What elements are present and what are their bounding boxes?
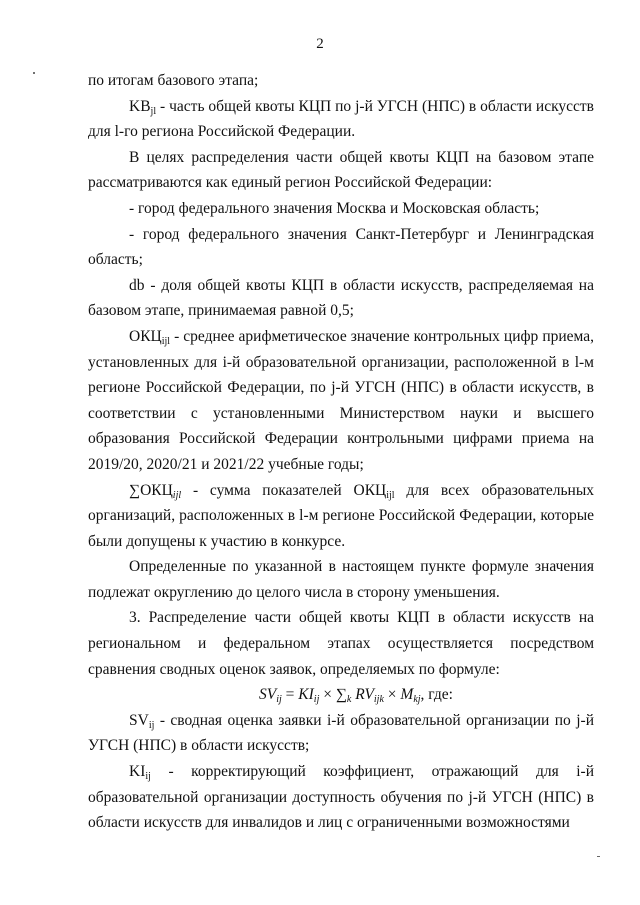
sum-symbol: ∑ — [129, 481, 141, 499]
formula-operator: × — [383, 686, 401, 704]
document-body — [88, 68, 594, 836]
variable-subscript: ij — [145, 771, 151, 783]
list-item: - город федерального значения Москва и Московская область; — [129, 199, 540, 217]
sum-symbol: ∑ — [335, 686, 347, 704]
scan-speck — [33, 72, 35, 74]
variable-subscript: ijl — [161, 335, 171, 347]
definition-text: - сводная оценка заявки i-й образовательной организации по j-й УГСН (НПС) в области искусств; — [88, 711, 594, 755]
definition-text: - корректирующий коэффициент, отражающий для i-й образовательной организации доступность обучения по j-й УГСН (НПС) в области искусств для инвалидов и лиц с ограниченными возможностями — [88, 763, 594, 832]
paragraph: по итогам базового этапа; — [88, 72, 259, 89]
definition-text: для всех образовательных организаций, расположенных в l-м регионе Российской Федерации, которые были допущены к участию в конкурсе. — [88, 481, 595, 550]
formula-subscript: ij — [313, 694, 320, 706]
paragraph-okc-sum-definition — [88, 478, 594, 555]
paragraph-kb-definition — [88, 94, 594, 145]
variable-subscript: ij — [148, 719, 155, 731]
definition-text: - часть общей квоты КЦП по j-й УГСН (НПС) в области искусств для l-го региона Российской Федерации. — [88, 97, 594, 141]
formula-term: RV — [351, 686, 374, 704]
formula — [88, 682, 594, 708]
formula-term: SV — [259, 686, 277, 704]
variable-symbol: ОКЦ — [140, 481, 173, 499]
formula-tail: , где: — [420, 686, 453, 704]
variable-subscript: ijl — [172, 489, 182, 501]
list-item: - город федерального значения Санкт-Петербург и Ленинградская область; — [88, 225, 594, 269]
formula-operator: = — [281, 686, 299, 704]
variable-symbol: ОКЦ — [129, 327, 162, 345]
definition-text: - сумма показателей ОКЦ — [181, 481, 387, 499]
formula-subscript: ij — [276, 694, 282, 706]
variable-symbol: SV — [129, 711, 149, 729]
formula-term: KI — [298, 686, 314, 704]
variable-symbol: KI — [129, 763, 146, 781]
variable-symbol: KB — [129, 97, 151, 115]
variable-subscript: jl — [150, 105, 157, 117]
paragraph: В целях распределения части общей квоты КЦП на базовом этапе рассматриваются как единый регион Российской Федерации: — [88, 148, 594, 192]
page-number: 2 — [316, 36, 324, 52]
formula-subscript: kj — [413, 694, 421, 706]
formula-subscript: k — [346, 694, 352, 706]
definition-text: - среднее арифметическое значение контрольных цифр приема, установленных для i-й образовательной организации, расположенной в l-м регионе Российской Федерации, по j-й УГСН (НПС) в области искусств, в соответствии с установленными Министерством науки и высшего образования Российской Федерации контрольными цифрами приема на 2019/20, 2020/21 и 2021/22 учебные годы; — [88, 327, 594, 473]
paragraph: Определенные по указанной в настоящем пункте формуле значения подлежат округлению до целого числа в сторону уменьшения. — [88, 558, 594, 601]
formula-subscript: ijk — [373, 694, 384, 706]
paragraph-db-definition: db - доля общей квоты КЦП в области искусств, распределяемая на базовом этапе, принимаемая равной 0,5; — [88, 276, 594, 320]
scan-speck — [597, 856, 600, 857]
formula-term: M — [400, 686, 414, 704]
paragraph-clause-3: 3. Распределение части общей квоты КЦП в области искусств на региональном и федеральном этапах осуществляется посредством сравнения сводных оценок заявок, определяемых по формуле: — [88, 609, 594, 678]
variable-subscript: ijl — [386, 489, 395, 501]
paragraph-okc-definition — [88, 324, 594, 478]
paragraph-ki-definition — [88, 759, 594, 836]
formula-operator: × — [319, 686, 336, 704]
paragraph-sv-definition — [88, 708, 594, 759]
